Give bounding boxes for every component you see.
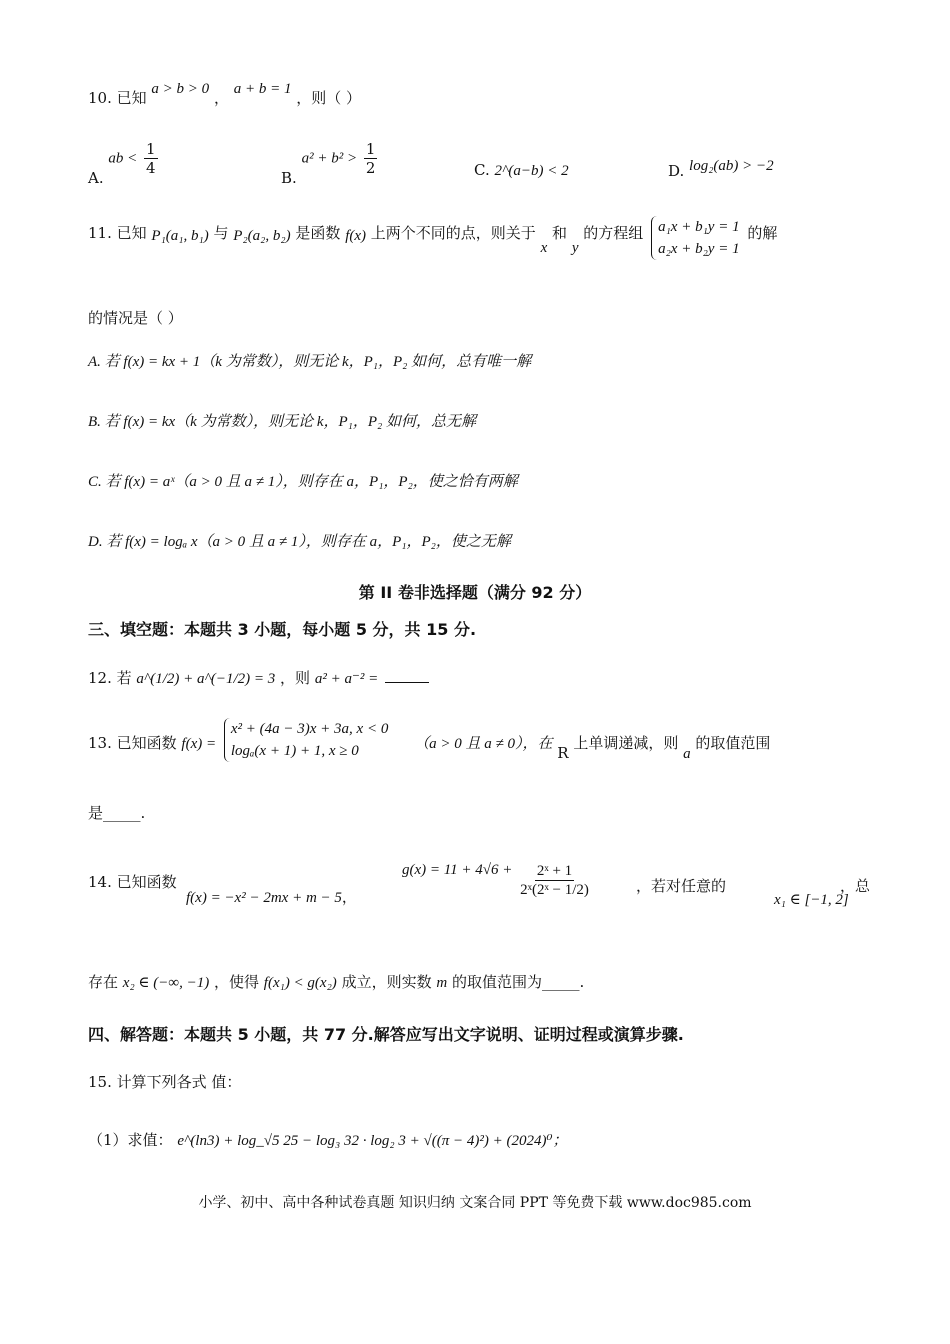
text: 存在 xyxy=(88,973,119,991)
q15-part1-label: （1）求值： xyxy=(88,1131,173,1149)
q12-expr: a^(1/2) + a^(−1/2) = 3 xyxy=(136,671,276,687)
q15-part1-expr: e^(ln3) + log_√5 25 − log₃ 32 · log₂ 3 + √((π − 4)²) + (2024)⁰； xyxy=(177,1133,568,1149)
q10-prefix: 10. 已知 xyxy=(88,89,147,107)
q10-d-expr: log₂(ab) > −2 xyxy=(689,158,774,174)
text: 的取值范围为_____. xyxy=(452,973,585,991)
section4-title: 四、解答题：本题共 5 小题，共 77 分.解答应写出文字说明、证明过程或演算步骤. xyxy=(88,1025,684,1044)
numerator: 1 xyxy=(146,140,156,158)
q14-prefix: 14. 已知函数 xyxy=(88,873,177,891)
denominator: 2ˣ(2ˣ − 1/2) xyxy=(520,882,589,898)
q11-fx: f(x) xyxy=(345,228,367,244)
q10-suffix: ，则（ ） xyxy=(296,89,362,107)
text: 和 xyxy=(552,224,568,242)
piece: x² + (4a − 3)x + 3a, x < 0 xyxy=(230,721,389,737)
denominator: 4 xyxy=(146,159,156,177)
q11-equation-system xyxy=(651,216,740,260)
q10-a-fraction xyxy=(144,140,158,177)
q10-stem: 10. 已知 a > b > 0 ， a + b = 1 ，则（ ） xyxy=(88,81,362,107)
q14-x2: x₂ ∈ (−∞, −1) xyxy=(122,975,210,991)
q14-gx-lhs: g(x) = 11 + 4√6 + xyxy=(402,861,513,878)
text: ，则 xyxy=(280,669,311,687)
q11-stem-line2: 的情况是（ ） xyxy=(88,309,183,327)
q12-prefix: 12. 若 xyxy=(88,669,132,687)
q14-gx xyxy=(402,840,593,896)
q11-y: y xyxy=(571,240,579,256)
q15-title: 15. 计算下列各式 值： xyxy=(88,1073,242,1091)
text: 上单调递减，则 xyxy=(573,734,679,752)
q15-part1 xyxy=(88,1130,567,1151)
text: f(x) = −x² − 2mx + m − 5 xyxy=(186,890,342,906)
section3-title: 三、填空题：本题共 3 小题，每小题 5 分，共 15 分. xyxy=(88,620,477,639)
text: 的解 xyxy=(747,224,778,242)
q13-prefix: 13. 已知函数 xyxy=(88,734,177,752)
q14-line2 xyxy=(88,972,584,993)
q11-option-d: D. 若 f(x) = logₐ x（a > 0 且 a ≠ 1），则存在 a，P₁，P₂，使之无解 xyxy=(88,534,511,550)
q12 xyxy=(88,668,431,689)
q11-p2: P₂(a₂, b₂) xyxy=(233,228,291,244)
q10-option-c xyxy=(474,160,569,181)
q13-piecewise xyxy=(224,718,388,762)
q14-mid: ，若对任意的 xyxy=(636,877,727,895)
q13-cond: （a > 0 且 a ≠ 0），在 xyxy=(414,736,553,752)
text: 的取值范围 xyxy=(695,734,771,752)
q11-option-a: A. 若 f(x) = kx + 1（k 为常数），则无论 k，P₁，P₂ 如何，总有唯一解 xyxy=(88,354,532,370)
text: 的方程组 xyxy=(583,224,644,242)
denominator: 2 xyxy=(365,159,376,177)
q14-suffix: ，总 xyxy=(840,877,871,895)
text: 上两个不同的点，则关于 xyxy=(370,224,536,242)
q10-a-lhs: ab < xyxy=(108,150,138,167)
q14-m: m xyxy=(436,975,448,991)
q14-x1: x₁ ∈ [−1, 2] xyxy=(774,892,849,908)
option-label: B. xyxy=(281,168,297,187)
option-label: A. xyxy=(88,168,104,187)
q10-option-a xyxy=(88,140,160,187)
q11-p1: P₁(a₁, b₁) xyxy=(151,228,209,244)
q10-option-b xyxy=(281,140,379,187)
q12-target: a² + a⁻² = xyxy=(314,671,379,687)
q11-option-c: C. 若 f(x) = aˣ（a > 0 且 a ≠ 1），则存在 a，P₁，P₂，使之恰有两解 xyxy=(88,474,518,490)
option-label: C. xyxy=(474,161,490,179)
text: 与 xyxy=(213,224,229,242)
text: 成立，则实数 xyxy=(341,973,432,991)
q10-option-d xyxy=(668,155,774,180)
numerator: 2ˣ + 1 xyxy=(536,863,573,879)
q13-fx: f(x) = xyxy=(181,736,217,752)
equation: a₂x + b₂y = 1 xyxy=(658,241,740,257)
q13 xyxy=(88,718,770,774)
q14-ineq: f(x₁) < g(x₂) xyxy=(263,975,337,991)
q14-gx-fraction xyxy=(518,862,591,899)
page-footer: 小学、初中、高中各种试卷真题 知识归纳 文案合同 PPT 等免费下载 www.doc985.com xyxy=(198,1195,752,1211)
q13-a: a xyxy=(683,746,691,762)
text: ，使得 xyxy=(213,973,259,991)
q14-fx: f(x) = −x² − 2mx + m − 5， xyxy=(186,890,357,906)
section2-title: 第 II 卷非选择题（满分 92 分） xyxy=(358,583,592,602)
piece: logₐ(x + 1) + 1, x ≥ 0 xyxy=(230,743,359,759)
q10-c-expr: 2^(a−b) < 2 xyxy=(494,163,569,179)
q11-option-b: B. 若 f(x) = kx（k 为常数），则无论 k，P₁，P₂ 如何，总无解 xyxy=(88,414,476,430)
q10-cond2: a + b = 1 xyxy=(233,81,292,97)
numerator: 1 xyxy=(365,140,376,158)
text: 是函数 xyxy=(295,224,341,242)
answer-blank xyxy=(385,682,429,683)
q13-line2: 是_____. xyxy=(88,804,146,822)
option-label: D. xyxy=(668,162,685,180)
equation: a₁x + b₁y = 1 xyxy=(658,219,740,235)
q10-cond1: a > b > 0 xyxy=(151,81,210,97)
q10-b-lhs: a² + b² > xyxy=(301,150,358,167)
q10-b-fraction xyxy=(364,140,378,177)
q11-stem xyxy=(88,219,778,272)
q11-prefix: 11. 已知 xyxy=(88,224,147,242)
q11-x: x xyxy=(540,240,548,256)
q13-R: R xyxy=(557,744,569,762)
